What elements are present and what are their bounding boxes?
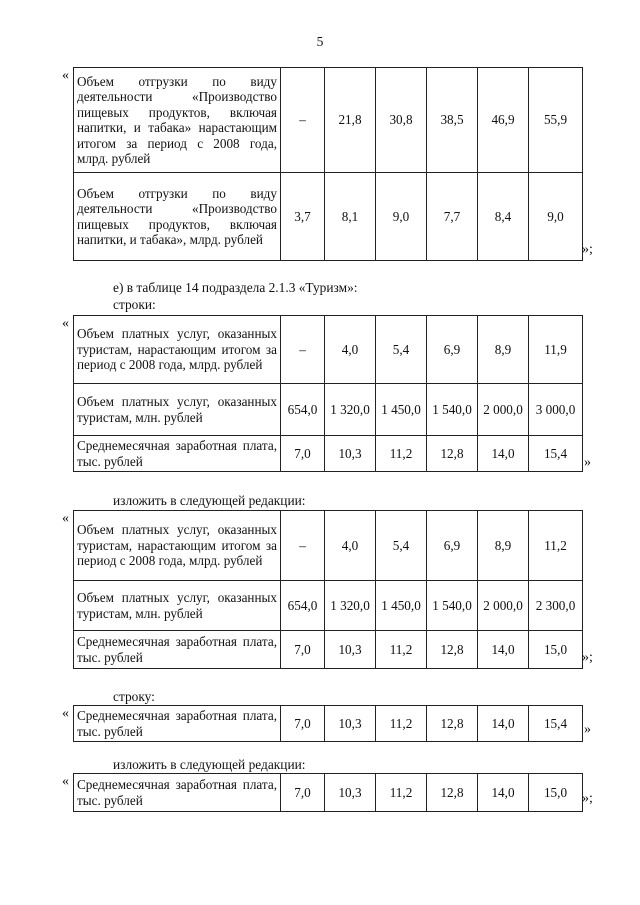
paragraph-rows: строки: [113, 297, 156, 312]
salary-new-table [73, 773, 583, 812]
value-cell: 4,0 [325, 316, 376, 384]
table-row [74, 316, 583, 384]
value-cell: – [281, 316, 325, 384]
value-cell: 654,0 [281, 581, 325, 631]
tourism-new-table [73, 510, 583, 669]
value-cell: 11,2 [376, 631, 427, 669]
value-cell: 11,2 [376, 436, 427, 472]
value-cell: 7,0 [281, 631, 325, 669]
value-cell: 11,2 [376, 706, 427, 742]
row-description: Среднемесячная заработная плата, тыс. рублей [74, 706, 281, 742]
table-row [74, 511, 583, 581]
value-cell: 46,9 [478, 68, 529, 173]
open-quote: « [62, 774, 69, 789]
value-cell: 11,2 [529, 511, 583, 581]
value-cell: 7,7 [427, 173, 478, 261]
row-description: Среднемесячная заработная плата, тыс. рублей [74, 631, 281, 669]
value-cell: 654,0 [281, 384, 325, 436]
value-cell: 5,4 [376, 511, 427, 581]
table-row [74, 173, 583, 261]
row-description: Среднемесячная заработная плата, тыс. рублей [74, 774, 281, 812]
value-cell: 11,9 [529, 316, 583, 384]
value-cell: 10,3 [325, 774, 376, 812]
value-cell: 14,0 [478, 706, 529, 742]
value-cell: 14,0 [478, 436, 529, 472]
value-cell: 10,3 [325, 706, 376, 742]
tourism-old-table [73, 315, 583, 472]
value-cell: 7,0 [281, 436, 325, 472]
salary-old-table [73, 705, 583, 742]
paragraph-tourism: е) в таблице 14 подраздела 2.1.3 «Туризм»: [113, 280, 358, 295]
close-quote: » [584, 455, 591, 470]
value-cell: 11,2 [376, 774, 427, 812]
value-cell: 1 450,0 [376, 384, 427, 436]
value-cell: 4,0 [325, 511, 376, 581]
value-cell: 9,0 [376, 173, 427, 261]
row-description: Объем отгрузки по виду деятельности «Производство пищевых продуктов, включая напитки, и табака» нарастающим итогом за период с 2008 года, млрд. рублей [74, 68, 281, 173]
open-quote: « [62, 706, 69, 721]
paragraph-row: строку: [113, 689, 155, 704]
table-row [74, 774, 583, 812]
value-cell: – [281, 511, 325, 581]
value-cell: 15,4 [529, 436, 583, 472]
value-cell: 2 000,0 [478, 581, 529, 631]
table-row [74, 436, 583, 472]
value-cell: 12,8 [427, 774, 478, 812]
page-number: 5 [316, 34, 324, 49]
value-cell: 38,5 [427, 68, 478, 173]
value-cell: 3 000,0 [529, 384, 583, 436]
value-cell: 7,0 [281, 706, 325, 742]
close-quote: » [584, 722, 591, 737]
value-cell: 8,9 [478, 511, 529, 581]
row-description: Объем отгрузки по виду деятельности «Производство пищевых продуктов, включая напитки, и табака», млрд. рублей [74, 173, 281, 261]
table-row [74, 706, 583, 742]
paragraph-edit: изложить в следующей редакции: [113, 757, 306, 772]
close-quote: »; [582, 791, 593, 806]
value-cell: 14,0 [478, 774, 529, 812]
value-cell: 10,3 [325, 631, 376, 669]
value-cell: 15,4 [529, 706, 583, 742]
value-cell: 55,9 [529, 68, 583, 173]
open-quote: « [62, 68, 69, 83]
value-cell: 7,0 [281, 774, 325, 812]
paragraph-edit: изложить в следующей редакции: [113, 493, 306, 508]
value-cell: 8,1 [325, 173, 376, 261]
value-cell: 12,8 [427, 631, 478, 669]
row-description: Объем платных услуг, оказанных туристам, млн. рублей [74, 384, 281, 436]
value-cell: 15,0 [529, 631, 583, 669]
value-cell: 21,8 [325, 68, 376, 173]
open-quote: « [62, 316, 69, 331]
value-cell: 15,0 [529, 774, 583, 812]
open-quote: « [62, 511, 69, 526]
value-cell: 12,8 [427, 436, 478, 472]
value-cell: 14,0 [478, 631, 529, 669]
value-cell: 9,0 [529, 173, 583, 261]
table-row [74, 384, 583, 436]
value-cell: 5,4 [376, 316, 427, 384]
value-cell: – [281, 68, 325, 173]
value-cell: 1 320,0 [325, 384, 376, 436]
value-cell: 1 540,0 [427, 384, 478, 436]
close-quote: »; [582, 650, 593, 665]
table-row [74, 68, 583, 173]
value-cell: 10,3 [325, 436, 376, 472]
row-description: Объем платных услуг, оказанных туристам, нарастающим итогом за период с 2008 года, млрд. рублей [74, 316, 281, 384]
value-cell: 6,9 [427, 511, 478, 581]
value-cell: 30,8 [376, 68, 427, 173]
value-cell: 3,7 [281, 173, 325, 261]
table-row [74, 631, 583, 669]
shipment-table [73, 67, 583, 261]
value-cell: 2 300,0 [529, 581, 583, 631]
row-description: Объем платных услуг, оказанных туристам, млн. рублей [74, 581, 281, 631]
value-cell: 1 540,0 [427, 581, 478, 631]
value-cell: 6,9 [427, 316, 478, 384]
value-cell: 8,4 [478, 173, 529, 261]
close-quote: »; [582, 242, 593, 257]
value-cell: 8,9 [478, 316, 529, 384]
row-description: Объем платных услуг, оказанных туристам, нарастающим итогом за период с 2008 года, млрд. рублей [74, 511, 281, 581]
table-row [74, 581, 583, 631]
value-cell: 1 450,0 [376, 581, 427, 631]
row-description: Среднемесячная заработная плата, тыс. рублей [74, 436, 281, 472]
value-cell: 1 320,0 [325, 581, 376, 631]
value-cell: 12,8 [427, 706, 478, 742]
value-cell: 2 000,0 [478, 384, 529, 436]
